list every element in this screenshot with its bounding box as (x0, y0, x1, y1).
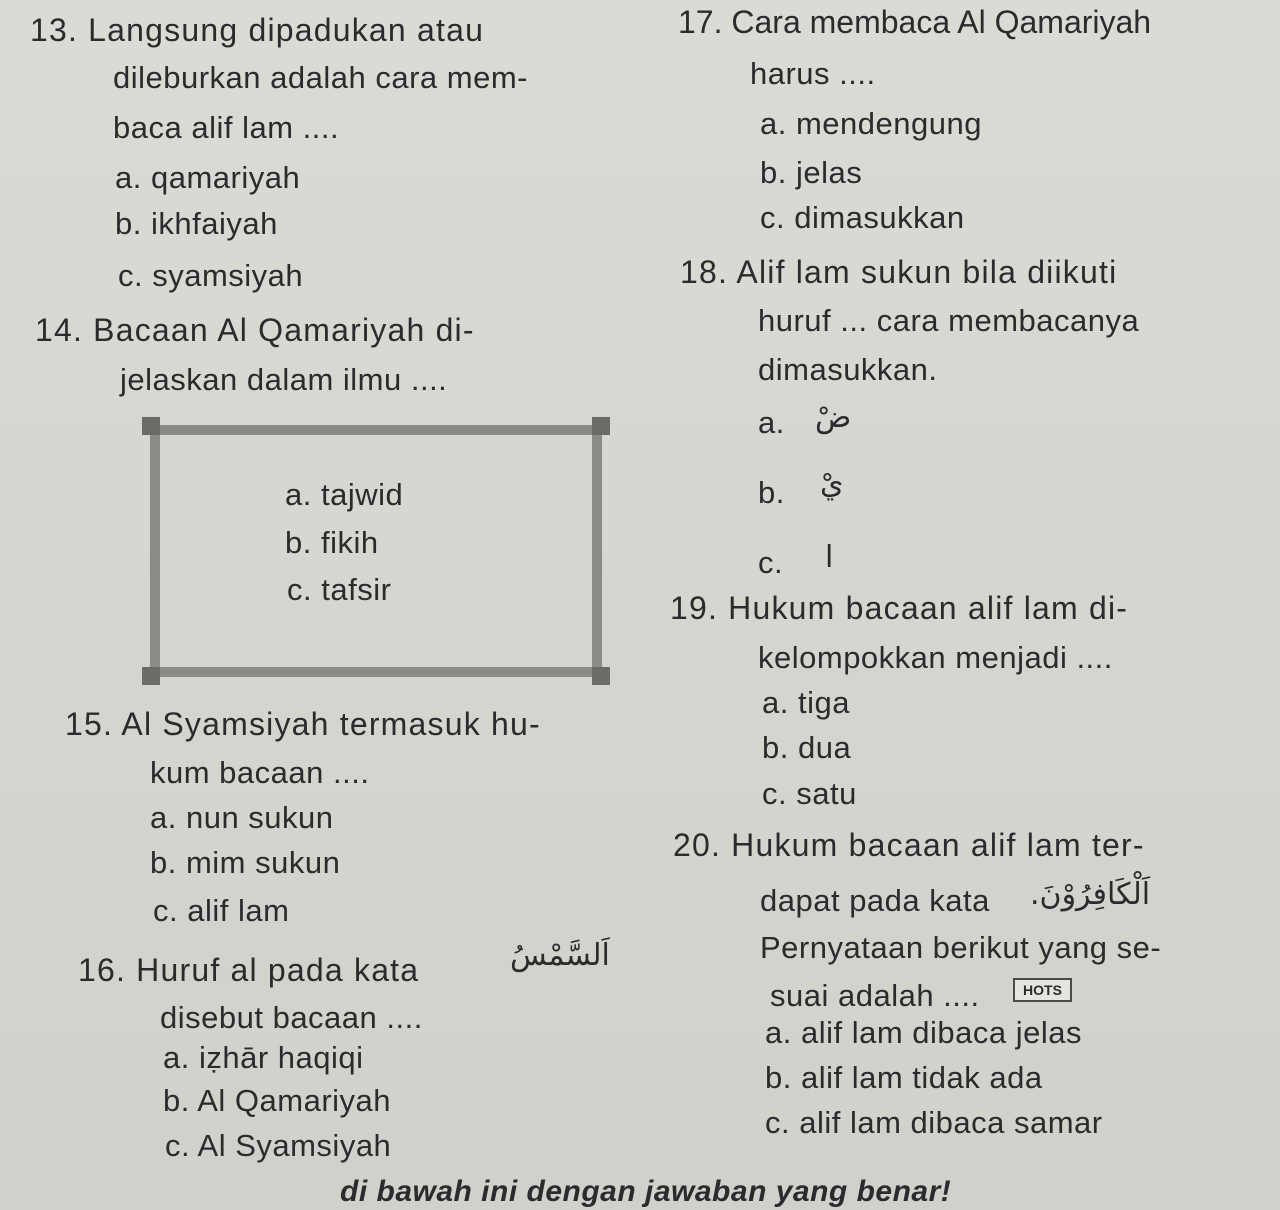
hots-badge: HOTS (1013, 978, 1072, 1002)
q15-option-b: b. mim sukun (150, 845, 341, 880)
q13-option-a: a. qamariyah (115, 160, 301, 195)
frame-corner (142, 417, 160, 435)
q18-line1: 18. Alif lam sukun bila diikuti (680, 254, 1118, 290)
frame-corner (142, 667, 160, 685)
q20-line2: dapat pada kata (760, 883, 990, 918)
q15-option-a: a. nun sukun (150, 800, 334, 835)
q20-option-a: a. alif lam dibaca jelas (765, 1015, 1082, 1050)
q19-option-c: c. satu (762, 776, 857, 811)
frame-corner (592, 417, 610, 435)
q19-option-b: b. dua (762, 730, 852, 765)
q15-option-c: c. alif lam (153, 893, 290, 928)
q19-line2: kelompokkan menjadi .... (758, 640, 1113, 675)
q16-option-a: a. iẓhār haqiqi (163, 1040, 364, 1075)
q18-option-c-label: c. (758, 545, 784, 580)
q17-option-c: c. dimasukkan (760, 200, 965, 235)
q20-line1: 20. Hukum bacaan alif lam ter- (673, 827, 1145, 863)
q14-line2: jelaskan dalam ilmu .... (120, 362, 448, 397)
q16-line2: disebut bacaan .... (160, 1000, 423, 1035)
q16-option-b: b. Al Qamariyah (163, 1083, 392, 1118)
q18-option-b-label: b. (758, 475, 785, 510)
q17-line1: 17. Cara membaca Al Qamariyah (678, 4, 1152, 40)
q18-line2: huruf ... cara membacanya (758, 303, 1140, 338)
q15-line2: kum bacaan .... (150, 755, 370, 790)
q18-option-b-letter: يْ (820, 466, 844, 501)
frame-corner (592, 667, 610, 685)
q13-option-b: b. ikhfaiyah (115, 206, 278, 241)
q16-option-c: c. Al Syamsiyah (165, 1128, 392, 1163)
q14-option-c: c. tafsir (287, 572, 392, 607)
q14-option-a: a. tajwid (285, 477, 404, 512)
q17-line2: harus .... (750, 56, 876, 91)
q18-option-c-letter: ا (825, 540, 834, 575)
q18-line3: dimasukkan. (758, 352, 938, 387)
footer-instruction: di bawah ini dengan jawaban yang benar! (340, 1175, 952, 1208)
q20-arabic-word: اَلْكَافِرُوْنَ. (1030, 877, 1151, 912)
q14-line1: 14. Bacaan Al Qamariyah di- (35, 312, 475, 348)
q14-option-b: b. fikih (285, 525, 379, 560)
q17-option-a: a. mendengung (760, 106, 982, 141)
q16-line1: 16. Huruf al pada kata (78, 952, 420, 988)
q17-option-b: b. jelas (760, 155, 863, 190)
q13-line3: baca alif lam .... (113, 110, 340, 145)
q20-line3: Pernyataan berikut yang se- (760, 930, 1162, 965)
q19-line1: 19. Hukum bacaan alif lam di- (670, 590, 1129, 626)
q13-line2: dileburkan adalah cara mem- (113, 60, 528, 95)
q16-arabic-word: اَلسَّمْسُ (510, 938, 610, 973)
q15-line1: 15. Al Syamsiyah termasuk hu- (65, 706, 541, 742)
q20-option-b: b. alif lam tidak ada (765, 1060, 1043, 1095)
q20-line4: suai adalah .... (770, 978, 980, 1013)
q18-option-a-letter: ضْ (815, 400, 852, 435)
q20-option-c: c. alif lam dibaca samar (765, 1105, 1103, 1140)
q19-option-a: a. tiga (762, 685, 850, 720)
q18-option-a-label: a. (758, 405, 785, 440)
q13-line1: 13. Langsung dipadukan atau (30, 12, 485, 48)
q13-option-c: c. syamsiyah (118, 258, 304, 293)
